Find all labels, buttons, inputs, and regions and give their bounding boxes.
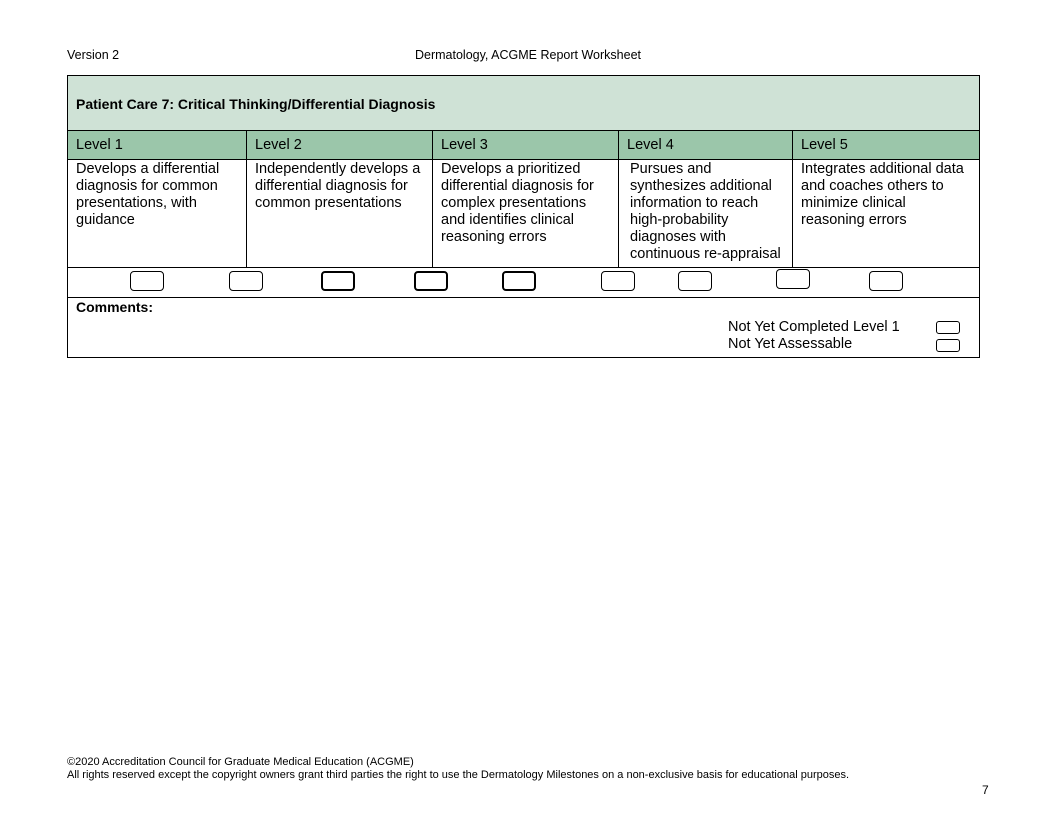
description-line: reasoning errors [441, 229, 547, 245]
rating-checkbox[interactable] [229, 271, 263, 291]
description-line: continuous re-appraisal [630, 246, 781, 262]
description-line: Develops a differential [76, 161, 220, 177]
rating-checkbox[interactable] [869, 271, 903, 291]
rating-checkbox[interactable] [130, 271, 164, 291]
not-yet-assessable-checkbox[interactable] [936, 339, 960, 352]
version-label: Version 2 [67, 48, 120, 62]
milestone-title: Patient Care 7: Critical Thinking/Differential Diagnosis [68, 76, 979, 131]
level-description-row [68, 160, 979, 268]
description-line: diagnoses with [630, 229, 726, 245]
description-line: high-probability [630, 212, 729, 228]
level-header-row [68, 131, 979, 160]
description-line: differential diagnosis for [441, 178, 594, 194]
level-2-description [247, 160, 433, 267]
description-line: Pursues and [630, 161, 712, 177]
copyright-text: ©2020 Accreditation Council for Graduate Medical Education (ACGME) [67, 756, 414, 768]
not-yet-completed-label: Not Yet Completed Level 1 [728, 319, 900, 335]
level-5-description [793, 160, 979, 267]
rating-checkbox-row [68, 268, 979, 298]
rating-checkbox[interactable] [678, 271, 712, 291]
document-title: Dermatology, ACGME Report Worksheet [414, 48, 641, 62]
description-line: diagnosis for common [76, 178, 218, 194]
description-line: differential diagnosis for [255, 178, 408, 194]
description-line: synthesizes additional [630, 178, 772, 194]
level-3-header: Level 3 [433, 131, 619, 159]
rating-checkbox[interactable] [502, 271, 536, 291]
description-line: reasoning errors [801, 212, 907, 228]
not-yet-assessable-label: Not Yet Assessable [728, 336, 853, 352]
description-line: common presentations [255, 195, 402, 211]
level-4-description [619, 160, 793, 267]
level-3-description [433, 160, 619, 267]
description-line: minimize clinical [801, 195, 906, 211]
description-line: Develops a prioritized [441, 161, 581, 177]
description-line: guidance [76, 212, 135, 228]
not-yet-completed-checkbox[interactable] [936, 321, 960, 334]
footer [67, 756, 849, 782]
description-line: and identifies clinical [441, 212, 574, 228]
description-line: complex presentations [441, 195, 587, 211]
description-line: information to reach [630, 195, 759, 211]
description-line: Integrates additional data [801, 161, 964, 177]
level-2-header: Level 2 [247, 131, 433, 159]
comments-label: Comments: [76, 299, 154, 315]
description-line: presentations, with [76, 195, 197, 211]
rating-checkbox[interactable] [321, 271, 355, 291]
description-line: and coaches others to [801, 178, 944, 194]
milestone-worksheet-table [67, 75, 980, 358]
level-4-header: Level 4 [619, 131, 793, 159]
rights-text: All rights reserved except the copyright owners grant third parties the right to use the Dermatology Milestones on a non-exclusive basis for educational purposes. [67, 769, 850, 781]
rating-checkbox[interactable] [601, 271, 635, 291]
level-1-header: Level 1 [68, 131, 247, 159]
level-1-description [68, 160, 247, 267]
rating-checkbox[interactable] [776, 269, 810, 289]
rating-checkbox[interactable] [414, 271, 448, 291]
page-number: 7 [982, 783, 989, 797]
level-5-header: Level 5 [801, 137, 848, 153]
description-line: Independently develops a [255, 161, 421, 177]
